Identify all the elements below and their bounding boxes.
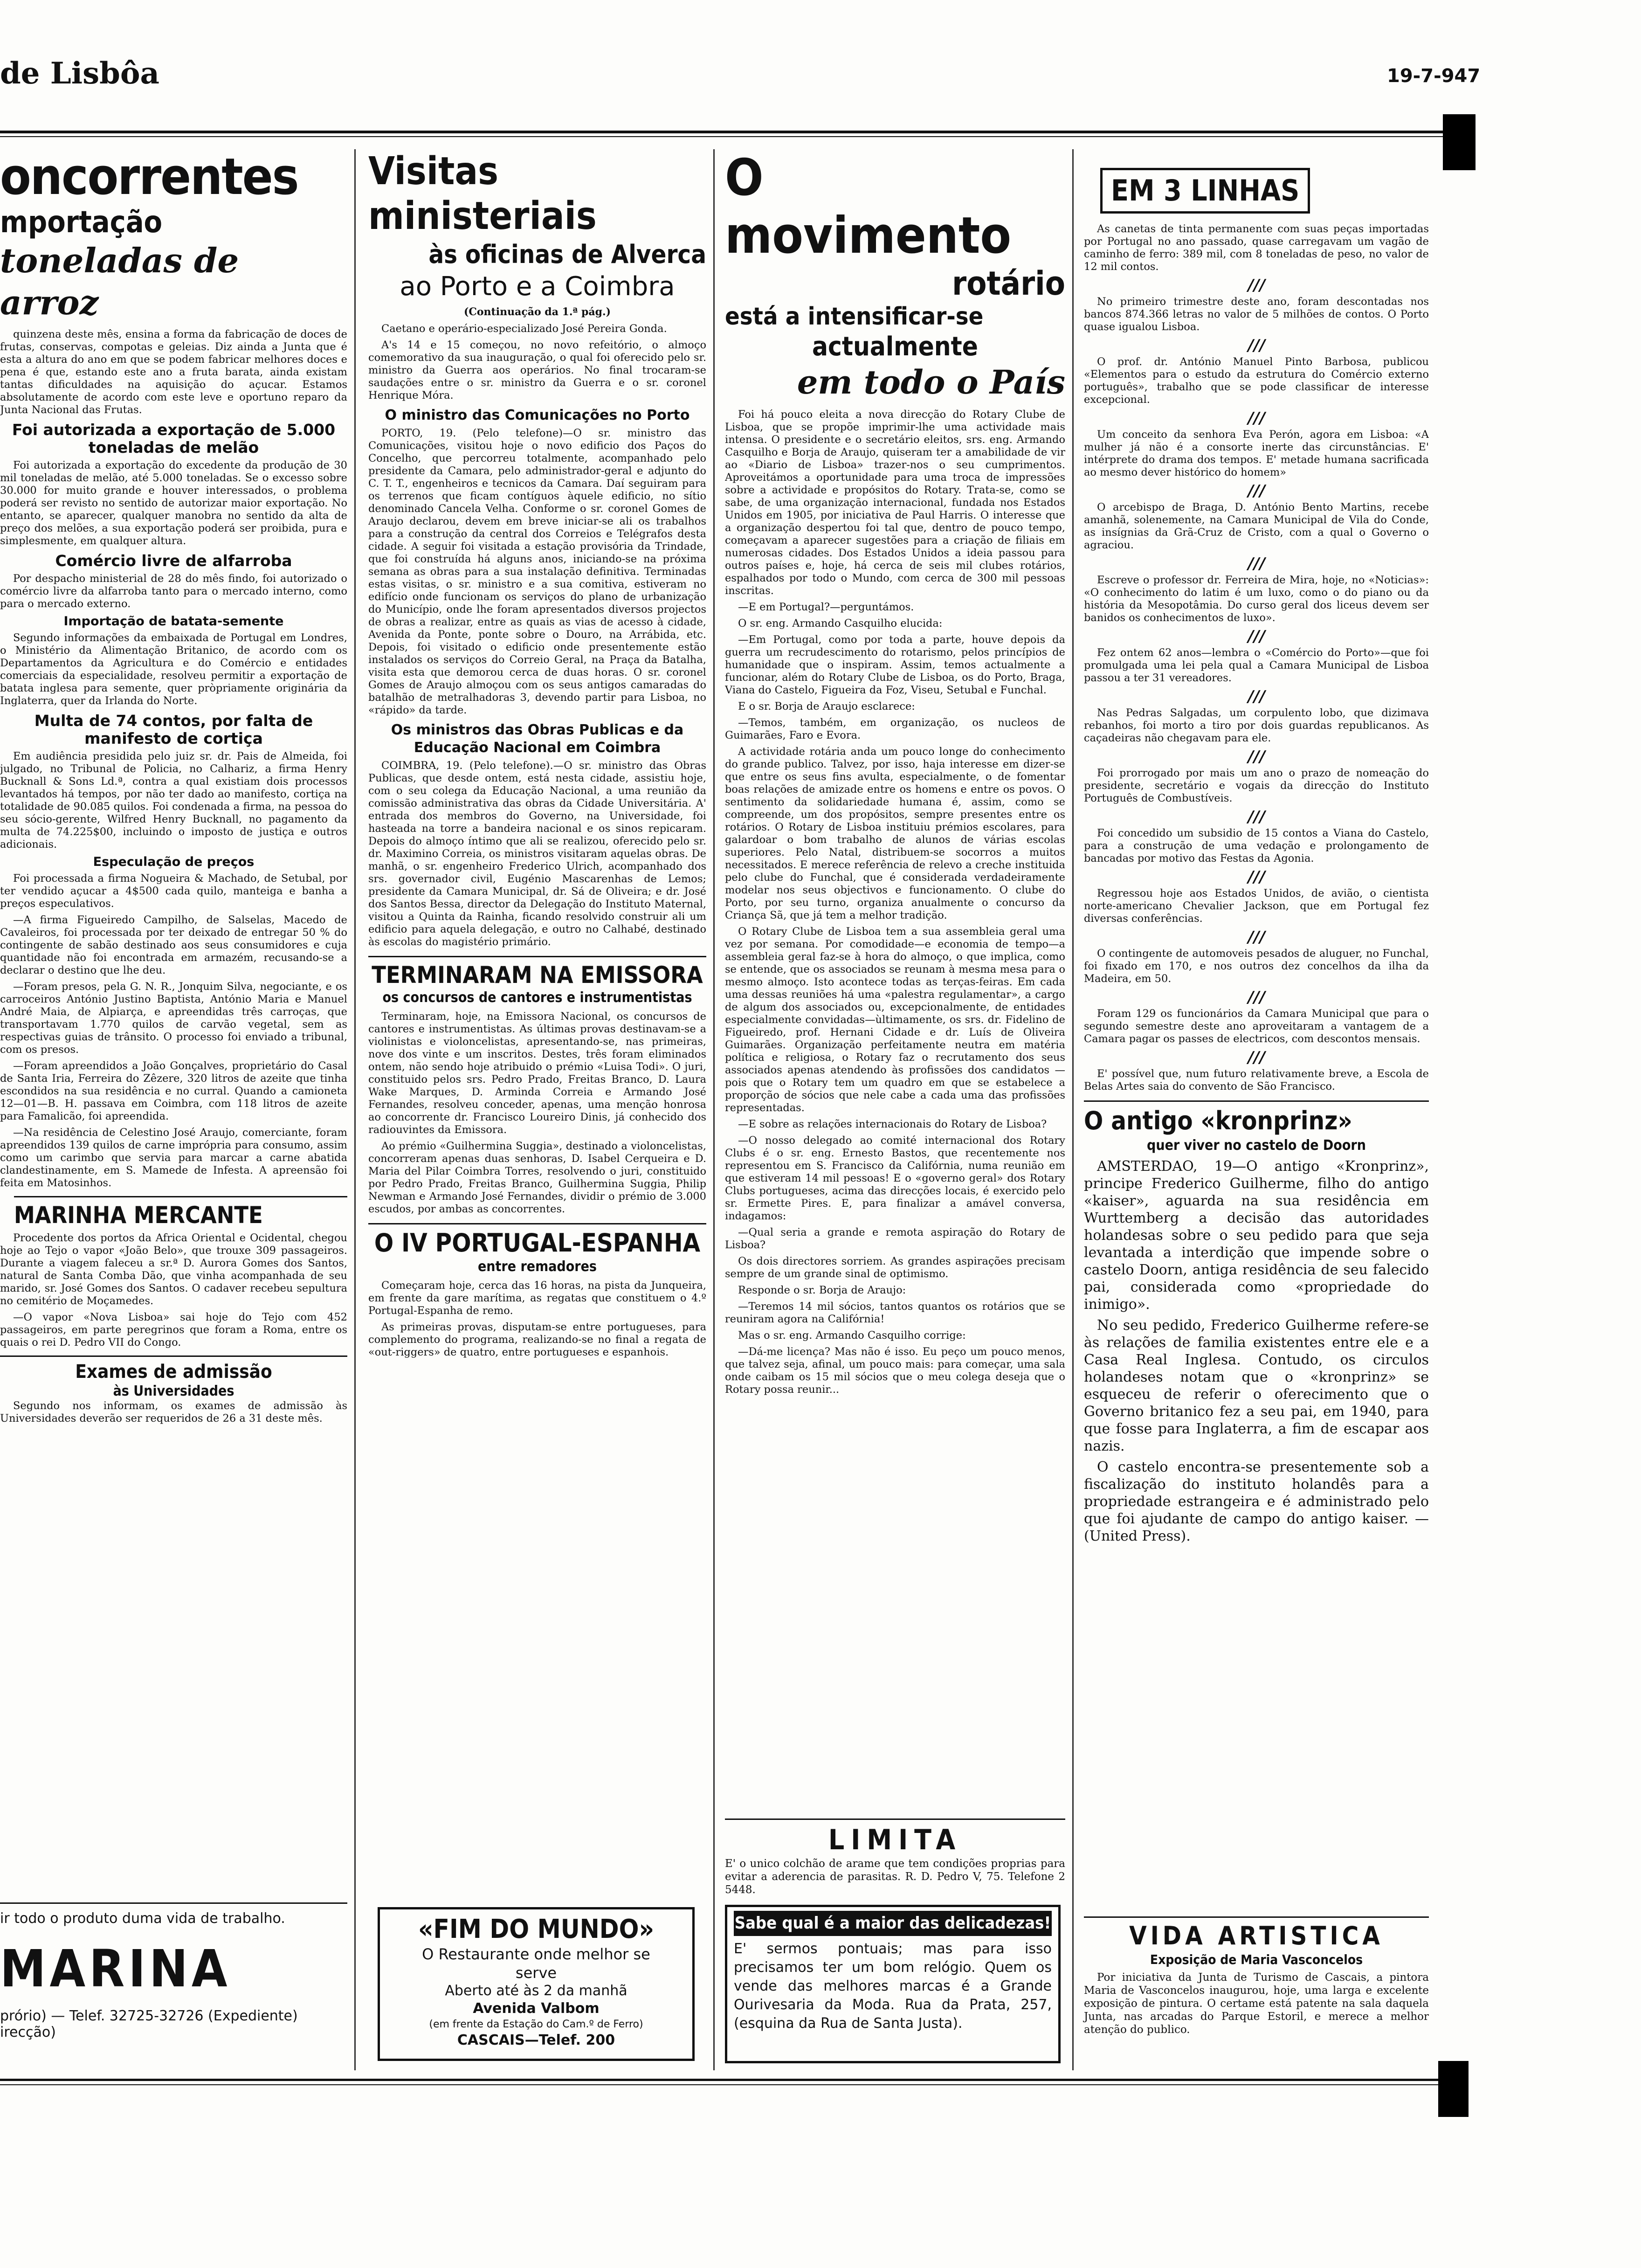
- section-heading: O ministro das Comunicações no Porto: [385, 407, 690, 423]
- paragraph: Ao prémio «Guilhermina Suggia», destinado a violoncelistas, concorreram apenas duas senhoras, D. Isabel Cerqueira e D. Maria del Pilar Coimbra Torres, resolvendo o juri, constituido por Pedro Prado, Freitas Branco, Guilhermina Suggia, Philip Newman e Armando José Fernandes, dividir o prémio de 3.000 escudos, por ambas as concorrentes.: [368, 1140, 706, 1215]
- paragraph: O Rotary Clube de Lisboa tem a sua assembleia geral uma vez por semana. Por comodidade—e economia de tempo—a assembleia geral faz-se à hora do almoço, o que implica, como se entende, que os associados se reunam à mesma mesa para o mesmo almoço. Isto acontece todas as terças-feiras. Em cada uma dessas reuniões há uma «palestra regulamentar», a cargo de algum dos associados ou, excepcionalmente, de entidades especialmente convidadas—ùltimamente, os srs. dr. Fidelino de Figueiredo, prof. Hernani Cidade e dr. Luís de Oliveira Guimarães. Organização perfeitamente neutra em matéria política e religiosa, o Rotary faz o recrutamento dos seus associados apenas atendendo às profissões dos candidatos —pois que o Rotary tem um quadro em que se estabelece a proporção de sócios que nele cabe a cada uma das profissões representadas.: [725, 926, 1065, 1114]
- section-heading: Exames de admissão: [0, 1355, 347, 1383]
- section-heading: Importação de batata-semente: [63, 614, 284, 629]
- section-heading: Multa de 74 contos, por falta de manifesto de cortiça: [34, 712, 313, 747]
- advertisement-fim-do-mundo: [378, 1907, 695, 2061]
- ad-phone-2: irecção): [0, 2024, 56, 2040]
- ad-line: Aberto até às 2 da manhã: [445, 1983, 627, 1999]
- section-subheading: quer viver no castelo de Doorn: [1147, 1137, 1366, 1154]
- article-kicker: mportação: [0, 205, 163, 240]
- header-rule-thin: [0, 136, 1445, 137]
- ad-line: CASCAIS—Telef. 200: [457, 2032, 615, 2048]
- masthead: de Lisbôa: [0, 56, 159, 91]
- article-subtitle: às oficinas de Alverca: [428, 240, 706, 269]
- article-subtitle: em todo o País: [797, 363, 1065, 401]
- paragraph: Responde o sr. Borja de Araujo:: [738, 1284, 906, 1296]
- paragraph: COIMBRA, 19. (Pelo telefone).—O sr. ministro das Obras Publicas, que desde ontem, está nesta cidade, assistiu hoje, com o seu colega da Educação Nacional, a uma reunião da comissão administrativa das obras da Cidade Universitária. A' entrada dos membros do Governo, na Universidade, foi hasteada na torre a bandeira nacional e os sinos repicaram. Depois do almoço íntimo que ali se realizou, oferecido pelo sr. dr. Maximino Correia, os ministros visitaram aquelas obras. De manhã, o sr. engenheiro Frederico Ulrich, acompanhado dos srs. governador civil, Eugénio Mascarenhas de Lemos; presidente da Camara Municipal, dr. Sá de Oliveira; e dr. José dos Santos Bessa, director da Delegação do Instituto Maternal, visitou a Quinta da Rainha, ficando resolvido construir ali um edificio para aquela delegação, e outro no Calhabé, destinado às escolas do magistério primário.: [368, 760, 706, 948]
- paragraph: Por iniciativa da Junta de Turismo de Cascais, a pintora Maria de Vasconcelos inaugurou, hoje, uma larga e excelente exposição de pintura. O certame está patente na sala daquela Junta, nas arcadas do Parque Estoril, e merece a melhor atenção do publico.: [1084, 1971, 1429, 2036]
- section-heading: Foi autorizada a exportação de 5.000 toneladas de melão: [12, 421, 336, 456]
- advertisement-ourivesaria: [725, 1905, 1061, 2063]
- ad-title: «FIM DO MUNDO»: [418, 1914, 654, 1944]
- paragraph: Foi processada a firma Nogueira & Machado, de Setubal, por ter vendido açucar a 4$500 cada quilo, manteiga e banha a preços especulativos.: [0, 872, 347, 910]
- column-rule-2: [713, 149, 715, 2070]
- brief-separator: ///: [1248, 988, 1265, 1007]
- column-rule-3: [1072, 149, 1074, 2070]
- paragraph: —Dá-me licença? Mas não é isso. Eu peço um pouco menos, que talvez seja, afinal, um pouco mais: para começar, uma sala onde caibam os 15 mil sócios que o meu colega deseja que o Rotary possa reunir...: [725, 1346, 1065, 1396]
- article-subtitle: ao Porto e a Coimbra: [400, 271, 675, 302]
- footer-rule-thin: [0, 2084, 1445, 2085]
- paragraph: A actividade rotária anda um pouco longe do conhecimento do grande publico. Talvez, por isso, haja interesse em dizer-se que entre os seus fins avulta, especialmente, o de fomentar boas relações de amizade entre os homens e entre os povos. O sentimento da solidariedade humana é, assim, como se compreende, um dos propósitos, sempre presentes entre os rotários. O Rotary de Lisboa instituiu prémios escolares, para galardoar o bom trabalho de alunos de várias escolas superiores. Pelo Natal, distribuem-se socorros a muitos necessitados. E merece referência de relevo a creche instituida pelo clube do Funchal, que é considerada verdadeiramente modelar nos seus objectivos e funcionamento. O clube do Porto, por seu turno, organiza anualmente o concurso da Criança Sã, que já tem a melhor tradição.: [725, 746, 1065, 921]
- section-heading: Especulação de preços: [93, 855, 255, 869]
- brief-item: Foram 129 os funcionários da Camara Municipal que para o segundo semestre deste ano aproveitaram a vantagem de a Camara pagar os passes de electricos, com descontos mensais.: [1084, 1008, 1429, 1045]
- paragraph: As primeiras provas, disputam-se entre portugueses, para complemento do programa, realizando-se no final a regata de «out-riggers» de quatro, entre portugueses e espanhois.: [368, 1321, 706, 1358]
- brief-separator: ///: [1248, 868, 1265, 886]
- brief-item: Regressou hoje aos Estados Unidos, de avião, o cientista norte-americano Chevalier Jackson, que em Portugal fez diversas conferências.: [1084, 887, 1429, 925]
- article-title: Visitas ministeriais: [368, 149, 597, 238]
- paragraph: —Teremos 14 mil sócios, tantos quantos os rotários que se reuniram agora na Califórnia!: [725, 1300, 1065, 1325]
- paragraph: Segundo informações da embaixada de Portugal em Londres, o Ministério da Alimentação Britanico, de acordo com os Departamentos da Agricultura e do Comércio e entidades comerciais da especialidade, resolveu permitir a exportação de batata inglesa para semente, quer pròpriamente originária da Inglaterra, quer da Irlanda do Norte.: [0, 632, 347, 707]
- section-heading: Comércio livre de alfarroba: [55, 552, 292, 570]
- paragraph: quinzena deste mês, ensina a forma da fabricação de doces de frutas, conservas, compotas e geleias. Diz ainda a Junta que é esta a altura do ano em que se podem fabricar melhores doces e pena é que, estando este ano a fruta barata, ainda existam tantas dificuldades na aquisição do açucar. Estamos absolutamente de acordo com este leve e oportuno reparo da Junta Nacional das Frutas.: [0, 328, 347, 416]
- section-heading: O antigo «kronprinz»: [1084, 1100, 1429, 1136]
- brief-separator: ///: [1248, 627, 1265, 646]
- paragraph: Segundo nos informam, os exames de admissão às Universidades deverão ser requeridos de 26 a 31 deste mês.: [0, 1400, 347, 1424]
- section-heading: Os ministros das Obras Publicas e da Educação Nacional em Coimbra: [391, 722, 684, 756]
- section-heading: TERMINARAM NA EMISSORA: [368, 956, 706, 989]
- brief-separator: ///: [1248, 747, 1265, 766]
- column-3: [725, 149, 1065, 1819]
- article-title: O movimento: [725, 149, 1012, 265]
- brief-item: Foi prorrogado por mais um ano o prazo de nomeação do presidente, secretário e vogais da direcção do Instituto Português de Combustíveis.: [1084, 767, 1429, 804]
- paragraph: PORTO, 19. (Pelo telefone)—O sr. ministro das Comunicações, visitou hoje o novo edificio dos Paços do Concelho, que percorreu totalmente, acompanhado pelo presidente da Camara, pelo administrador-geral e adjunto do C. T. T., engenheiros e tecnicos da Camara. Daí seguiram para os terrenos que ficam contíguos àquele edificio, no sítio denominado Cancela Velha. Conforme o sr. coronel Gomes de Araujo declarou, devem em breve iniciar-se ali os trabalhos para a construção da central dos Correios e Telégrafos desta cidade. A seguir foi visitada a estação provisória da Trindade, que foi construída há alguns anos, iniciando-se na próxima semana as obras para a sua instalação definitiva. Terminadas estas visitas, o sr. ministro e a sua comitiva, estiveram no edifício onde funcionam os serviços do plano de urbanização do Município, onde lhe foram apresentados diversos projectos de obras a realizar, entre as quais as vias de acesso à cidade, Avenida da Ponte, ponte sobre o Douro, na Arrábida, etc. Depois, foi visitado o edificio onde presentemente estão instalados os serviços do Correio Geral, na Praça da Batalha, visita esta que demorou cerca de duas horas. O sr. coronel Gomes de Araujo almoçou com os seus antigos camaradas do batalhão de metralhadoras 3, devendo partir para Lisboa, no «rápido» da tarde.: [368, 427, 706, 716]
- paragraph: Mas o sr. eng. Armando Casquilho corrige:: [738, 1329, 966, 1341]
- paragraph: —Na residência de Celestino José Araujo, comerciante, foram apreendidos 139 quilos de carne imprópria para consumo, assim como um carimbo que servia para marcar a carne abatida clandestinamente, em S. Mamede de Infesta. A apreensão foi feita em Matosinhos.: [0, 1127, 347, 1189]
- registration-mark-bottom: [1438, 2061, 1469, 2117]
- issue-date: 19-7-947: [1387, 65, 1481, 87]
- section-subheading: os concursos de cantores e instrumentistas: [382, 989, 692, 1006]
- section-subheading: entre remadores: [478, 1258, 597, 1275]
- brief-item: Fez ontem 62 anos—lembra o «Comércio do Porto»—que foi promulgada uma lei pela qual a Camara Municipal de Lisboa passou a ter 31 vereadores.: [1084, 647, 1429, 684]
- section-title: EM 3 LINHAS: [1111, 173, 1300, 207]
- ad-line: serve: [515, 1964, 557, 1982]
- brief-item: Escreve o professor dr. Ferreira de Mira, hoje, no «Noticias»: «O conhecimento do latim é um luxo, como o do piano ou da história da Mesopotâmia. Do curso geral dos liceus devem ser banidos os conhecimentos de luxo».: [1084, 574, 1429, 624]
- article-title: oncorrentes: [0, 149, 298, 206]
- ad-phone: prório) — Telef. 32725-32726 (Expediente): [0, 2008, 298, 2024]
- paragraph: Terminaram, hoje, na Emissora Nacional, os concursos de cantores e instrumentistas. As últimas provas destinavam-se a violinistas e violoncelistas, apresentando-se, nas primeiras, nove dos vinte e um inscritos. Destes, três foram eliminados ontem, não sendo hoje atribuido o prémio «Luisa Todi». O juri, constituido pelos srs. Pedro Prado, Freitas Branco, D. Laura Wake Marques, D. Arminda Correia e Armando José Fernandes, resolveu conceder, apenas, uma menção honrosa ao concorrente dr. Francisco Loureiro Dinis, já conhecido dos radiouvintes da Emissora.: [368, 1010, 706, 1136]
- ad-line: O Restaurante onde melhor se: [422, 1945, 650, 1963]
- registration-mark-top: [1443, 114, 1476, 170]
- brief-list: [1084, 223, 1429, 1093]
- paragraph: Os dois directores sorriem. As grandes aspirações precisam sempre de um grande sinal de optimismo.: [725, 1255, 1065, 1280]
- brief-separator: ///: [1248, 409, 1265, 428]
- paragraph: AMSTERDAO, 19—O antigo «Kronprinz», principe Frederico Guilherme, filho do antigo «kaiser», aguarda na sua residência em Wurttemberg a decisão das autoridades holandesas sobre o seu pedido para que seja levantada a interdição que impende sobre o castelo Doorn, antiga residência de seu falecido pai, considerada como «propriedade do inimigo».: [1084, 1158, 1429, 1313]
- paragraph: Procedente dos portos da Africa Oriental e Ocidental, chegou hoje ao Tejo o vapor «João Belo», que trouxe 309 passageiros. Durante a viagem faleceu a sr.ª D. Aurora Gomes dos Santos, natural de Santa Comba Dão, que vinha acompanhada de seu marido, sr. José Gomes dos Santos. O cadaver recebeu sepultura no cemitério de Moçamedes.: [0, 1232, 347, 1307]
- paragraph: —A firma Figueiredo Campilho, de Salselas, Macedo de Cavaleiros, foi processada por ter deixado de entregar 50 % do contingente de sabão destinado aos seus consumidores e cuja quantidade não foi encontrada em armazém, recusando-se a declarar o destino que lhe deu.: [0, 914, 347, 976]
- continuation-note: (Continuação da 1.ª pág.): [463, 306, 611, 318]
- paragraph: —E sobre as relações internacionais do Rotary de Lisboa?: [738, 1118, 1047, 1130]
- article-subtitle: toneladas de arroz: [0, 241, 239, 322]
- brief-separator: ///: [1248, 336, 1265, 355]
- ad-title: Sabe qual é a maior das delicadezas!: [734, 1911, 1052, 1936]
- brief-separator: ///: [1248, 482, 1265, 500]
- ad-brand: LIMITA: [828, 1824, 962, 1856]
- brief-item: No primeiro trimestre deste ano, foram descontadas nos bancos 874.366 letras no valor de 5 milhões de contos. O Porto quase igualou Lisboa.: [1084, 296, 1429, 333]
- brief-separator: ///: [1248, 687, 1265, 706]
- brief-separator: ///: [1248, 1048, 1265, 1067]
- section-title-box: [1100, 168, 1310, 214]
- footer-rule: [0, 2079, 1445, 2081]
- brief-item: As canetas de tinta permanente com suas peças importadas por Portugal no ano passado, quase carregavam um vagão de caminho de ferro: 389 mil, com 8 toneladas de peso, no valor de 12 mil contos.: [1084, 223, 1429, 273]
- paragraph: —E em Portugal?—perguntámos.: [738, 601, 914, 613]
- brief-item: O arcebispo de Braga, D. António Bento Martins, recebe amanhã, solenemente, na Camara Municipal de Vila do Conde, as insígnias da Grã-Cruz de Cristo, com a qual o Governo o agraciou.: [1084, 501, 1429, 551]
- brief-item: Um conceito da senhora Eva Perón, agora em Lisboa: «A mulher já não é a consorte inerte das circunstâncias. E' intérprete do drama dos tempos. E' metade humana sacrificada ao mesmo dever histórico do homem»: [1084, 429, 1429, 478]
- paragraph: —Foram apreendidos a João Gonçalves, proprietário do Casal de Santa Iria, Ferreira do Zêzere, 320 litros de azeite que tinha escondidos na sua residência e no curral. Quando a camioneta 12—01—B. H. passava em Coimbra, com 118 litros de azeite para Famalicão, foi apreendida.: [0, 1060, 347, 1122]
- paragraph: —O nosso delegado ao comité internacional dos Rotary Clubs é o sr. eng. Ernesto Bastos, que recentemente nos representou em S. Francisco da Califórnia, numa reunião em que estiveram 14 mil pessoas! E o «governo geral» dos Rotary Clubs portugueses, acima das direcções locais, é exercido pelo sr. Ermette Pires. E, para finalizar a amável conversa, indagamos:: [725, 1134, 1065, 1222]
- paragraph: Por despacho ministerial de 28 do mês findo, foi autorizado o comércio livre da alfarroba tanto para o mercado interno, como para o mercado externo.: [0, 573, 347, 610]
- brief-item: Foi concedido um subsidio de 15 contos a Viana do Castelo, para a construção de uma vedação e prolongamento de bancadas por motivo das Festas da Agonia.: [1084, 827, 1429, 864]
- paragraph: —Em Portugal, como por toda a parte, houve depois da guerra um recrudescimento do rotarismo, pelos princípios de humanidade que o inspiram. Assim, temos actualmente a funcionar, além do Rotary Clube de Lisboa, os do Porto, Braga, Viana do Castelo, Figueira da Foz, Viseu, Setubal e Funchal.: [725, 634, 1065, 696]
- article-title-2: rotário: [952, 264, 1065, 303]
- paragraph: Em audiência presidida pelo juiz sr. dr. Pais de Almeida, foi julgado, no Tribunal de Policia, no Calhariz, a firma Henry Bucknall & Sons Ld.ª, contra a qual existiam dois processos levantados há tempos, por não ter dado ao manifesto, cortiça na totalidade de 90.085 quilos. Foi condenada a firma, na pessoa do seu sócio-gerente, Wilfred Henry Bucknall, no pagamento da multa de 74.225$00, incluindo o imposto de justiça e outros adicionais.: [0, 750, 347, 850]
- paragraph: No seu pedido, Frederico Guilherme refere-se às relações de familia existentes entre ele e a Casa Real Inglesa. Contudo, os circulos holandeses notam que o «kronprinz» se esqueceu de referir o oferecimento que o Governo britanico fez a seu pai, em 1940, para que fosse para Inglaterra, a fim de escapar aos nazis.: [1084, 1317, 1429, 1454]
- ad-line: ir todo o produto duma vida de trabalho.: [0, 1910, 285, 1927]
- advertisement-limita: [725, 1819, 1065, 1899]
- brief-separator: ///: [1248, 554, 1265, 573]
- advertisement-marina: [0, 1902, 347, 2072]
- section-heading: O IV PORTUGAL-ESPANHA: [368, 1223, 706, 1258]
- paragraph: Começaram hoje, cerca das 16 horas, na pista da Junqueira, em frente da gare marítima, as regatas que constituem o 4.º Portugal-Espanha de remo.: [368, 1279, 706, 1317]
- brief-separator: ///: [1248, 276, 1265, 295]
- header-rule: [0, 131, 1445, 133]
- article-subtitle: está a intensificar-se: [725, 303, 984, 331]
- article-subtitle: actualmente: [812, 332, 978, 362]
- ad-line: Avenida Valbom: [473, 2000, 600, 2017]
- brief-separator: ///: [1248, 928, 1265, 947]
- section-subheading: Exposição de Maria Vasconcelos: [1150, 1952, 1363, 1967]
- paragraph: O castelo encontra-se presentemente sob a fiscalização do instituto holandês para a propriedade estrangeira e é administrado pelo que foi ajudante de campo do antigo kaiser. — (United Press).: [1084, 1459, 1429, 1544]
- column-2: [368, 149, 706, 1902]
- paragraph: —Foram presos, pela G. N. R., Jonquim Silva, negociante, e os carroceiros António Justino Baptista, António Maria e Manuel André Maia, de Alpiarça, e apreendidas três carroças, que transportavam 1.770 quilos de carvão vegetal, sem as respectivas guias de trânsito. O processo foi enviado a tribunal, com os presos.: [0, 981, 347, 1056]
- paragraph: A's 14 e 15 começou, no novo refeitório, o almoço comemorativo da sua inauguração, o qual foi oferecido pelo sr. ministro da Guerra aos operários. No final trocaram-se saudações entre o sr. ministro da Guerra e o sr. coronel Henrique Móra.: [368, 339, 706, 401]
- vida-artistica-section: [1084, 1916, 1429, 2072]
- paragraph: —O vapor «Nova Lisboa» sai hoje do Tejo com 452 passageiros, em parte peregrinos que foram a Roma, entre os quais o rei D. Pedro VII do Congo.: [0, 1311, 347, 1348]
- column-1: [0, 149, 347, 2070]
- section-heading: VIDA ARTISTICA: [1129, 1921, 1384, 1950]
- paragraph: —Qual seria a grande e remota aspiração do Rotary de Lisboa?: [725, 1226, 1065, 1251]
- column-4: [1084, 149, 1429, 2070]
- ad-line: (em frente da Estação do Cam.º de Ferro): [429, 2019, 643, 2030]
- paragraph: Foi autorizada a exportação do excedente da produção de 30 mil toneladas de melão, até 5.000 toneladas. Se o excesso sobre 30.000 for muito grande e houver interessados, o problema poderá ser revisto no sentido de autorizar maior exportação. No entanto, se aparecer, qualquer manobra no sentido da alta de preço dos melões, a sua exportação poderá ser proibida, pura e simplesmente, em qualquer altura.: [0, 459, 347, 547]
- paragraph: Caetano e operário-especializado José Pereira Gonda.: [381, 323, 667, 335]
- paragraph: E o sr. Borja de Araujo esclarece:: [738, 700, 915, 712]
- brief-item: O prof. dr. António Manuel Pinto Barbosa, publicou «Elementos para o estudo da estrutura do Comércio externo português», trabalho que se pode classificar de interesse excepcional.: [1084, 356, 1429, 406]
- ad-text: E' sermos pontuais; mas para isso precisamos ter um bom relógio. Quem os vende das melhores marcas é a Grande Ourivesaria da Moda. Rua da Prata, 257, (esquina da Rua de Santa Justa).: [734, 1941, 1052, 2032]
- paragraph: O sr. eng. Armando Casquilho elucida:: [738, 617, 943, 629]
- brief-item: Nas Pedras Salgadas, um corpulento lobo, que dizimava rebanhos, foi morto a tiro por dois guardas republicanos. As caçadeiras não chegavam para ele.: [1084, 707, 1429, 744]
- column-rule-1: [354, 149, 356, 2070]
- section-heading: MARINHA MERCANTE: [14, 1196, 347, 1229]
- brief-item: O contingente de automoveis pesados de aluguer, no Funchal, foi fixado em 170, e nos outros dez concelhos da ilha da Madeira, em 50.: [1084, 947, 1429, 985]
- brief-item: E' possível que, num futuro relativamente breve, a Escola de Belas Artes saia do convento de São Francisco.: [1084, 1068, 1429, 1093]
- section-subheading: às Universidades: [113, 1383, 234, 1399]
- brief-separator: ///: [1248, 808, 1265, 826]
- paragraph: —Temos, também, em organização, os nucleos de Guimarães, Faro e Evora.: [725, 717, 1065, 741]
- ad-brand: MARINA: [0, 1939, 231, 1998]
- ad-text: E' o unico colchão de arame que tem condições proprias para evitar a aderencia de parasitas. R. D. Pedro V, 75. Telefone 2 5448.: [725, 1858, 1065, 1896]
- paragraph: Foi há pouco eleita a nova direcção do Rotary Clube de Lisboa, que se propõe imprimir-lhe uma actividade mais intensa. O presidente e o secretário eleitos, srs. eng. Armando Casquilho e Borja de Araujo, quiseram ter a amabilidade de vir ao «Diario de Lisboa» trazer-nos o seu cumprimentos. Aproveitámos a oportunidade para uma troca de impressões sobre a actividade e propósitos do Rotary. Trata-se, como se sabe, de uma organização internacional, fundada nos Estados Unidos em 1905, por iniciativa de Paul Harris. O interesse que a organização despertou foi tal que, dentro de pouco tempo, começavam a aparecer sugestões para a criação de filiais em numerosas cidades. Dos Estados Unidos a ideia passou para outros países e, hoje, há cerca de seis mil clubes rotários, espalhados por todo o Mundo, com cerca de 300 mil pessoas inscritas.: [725, 408, 1065, 597]
